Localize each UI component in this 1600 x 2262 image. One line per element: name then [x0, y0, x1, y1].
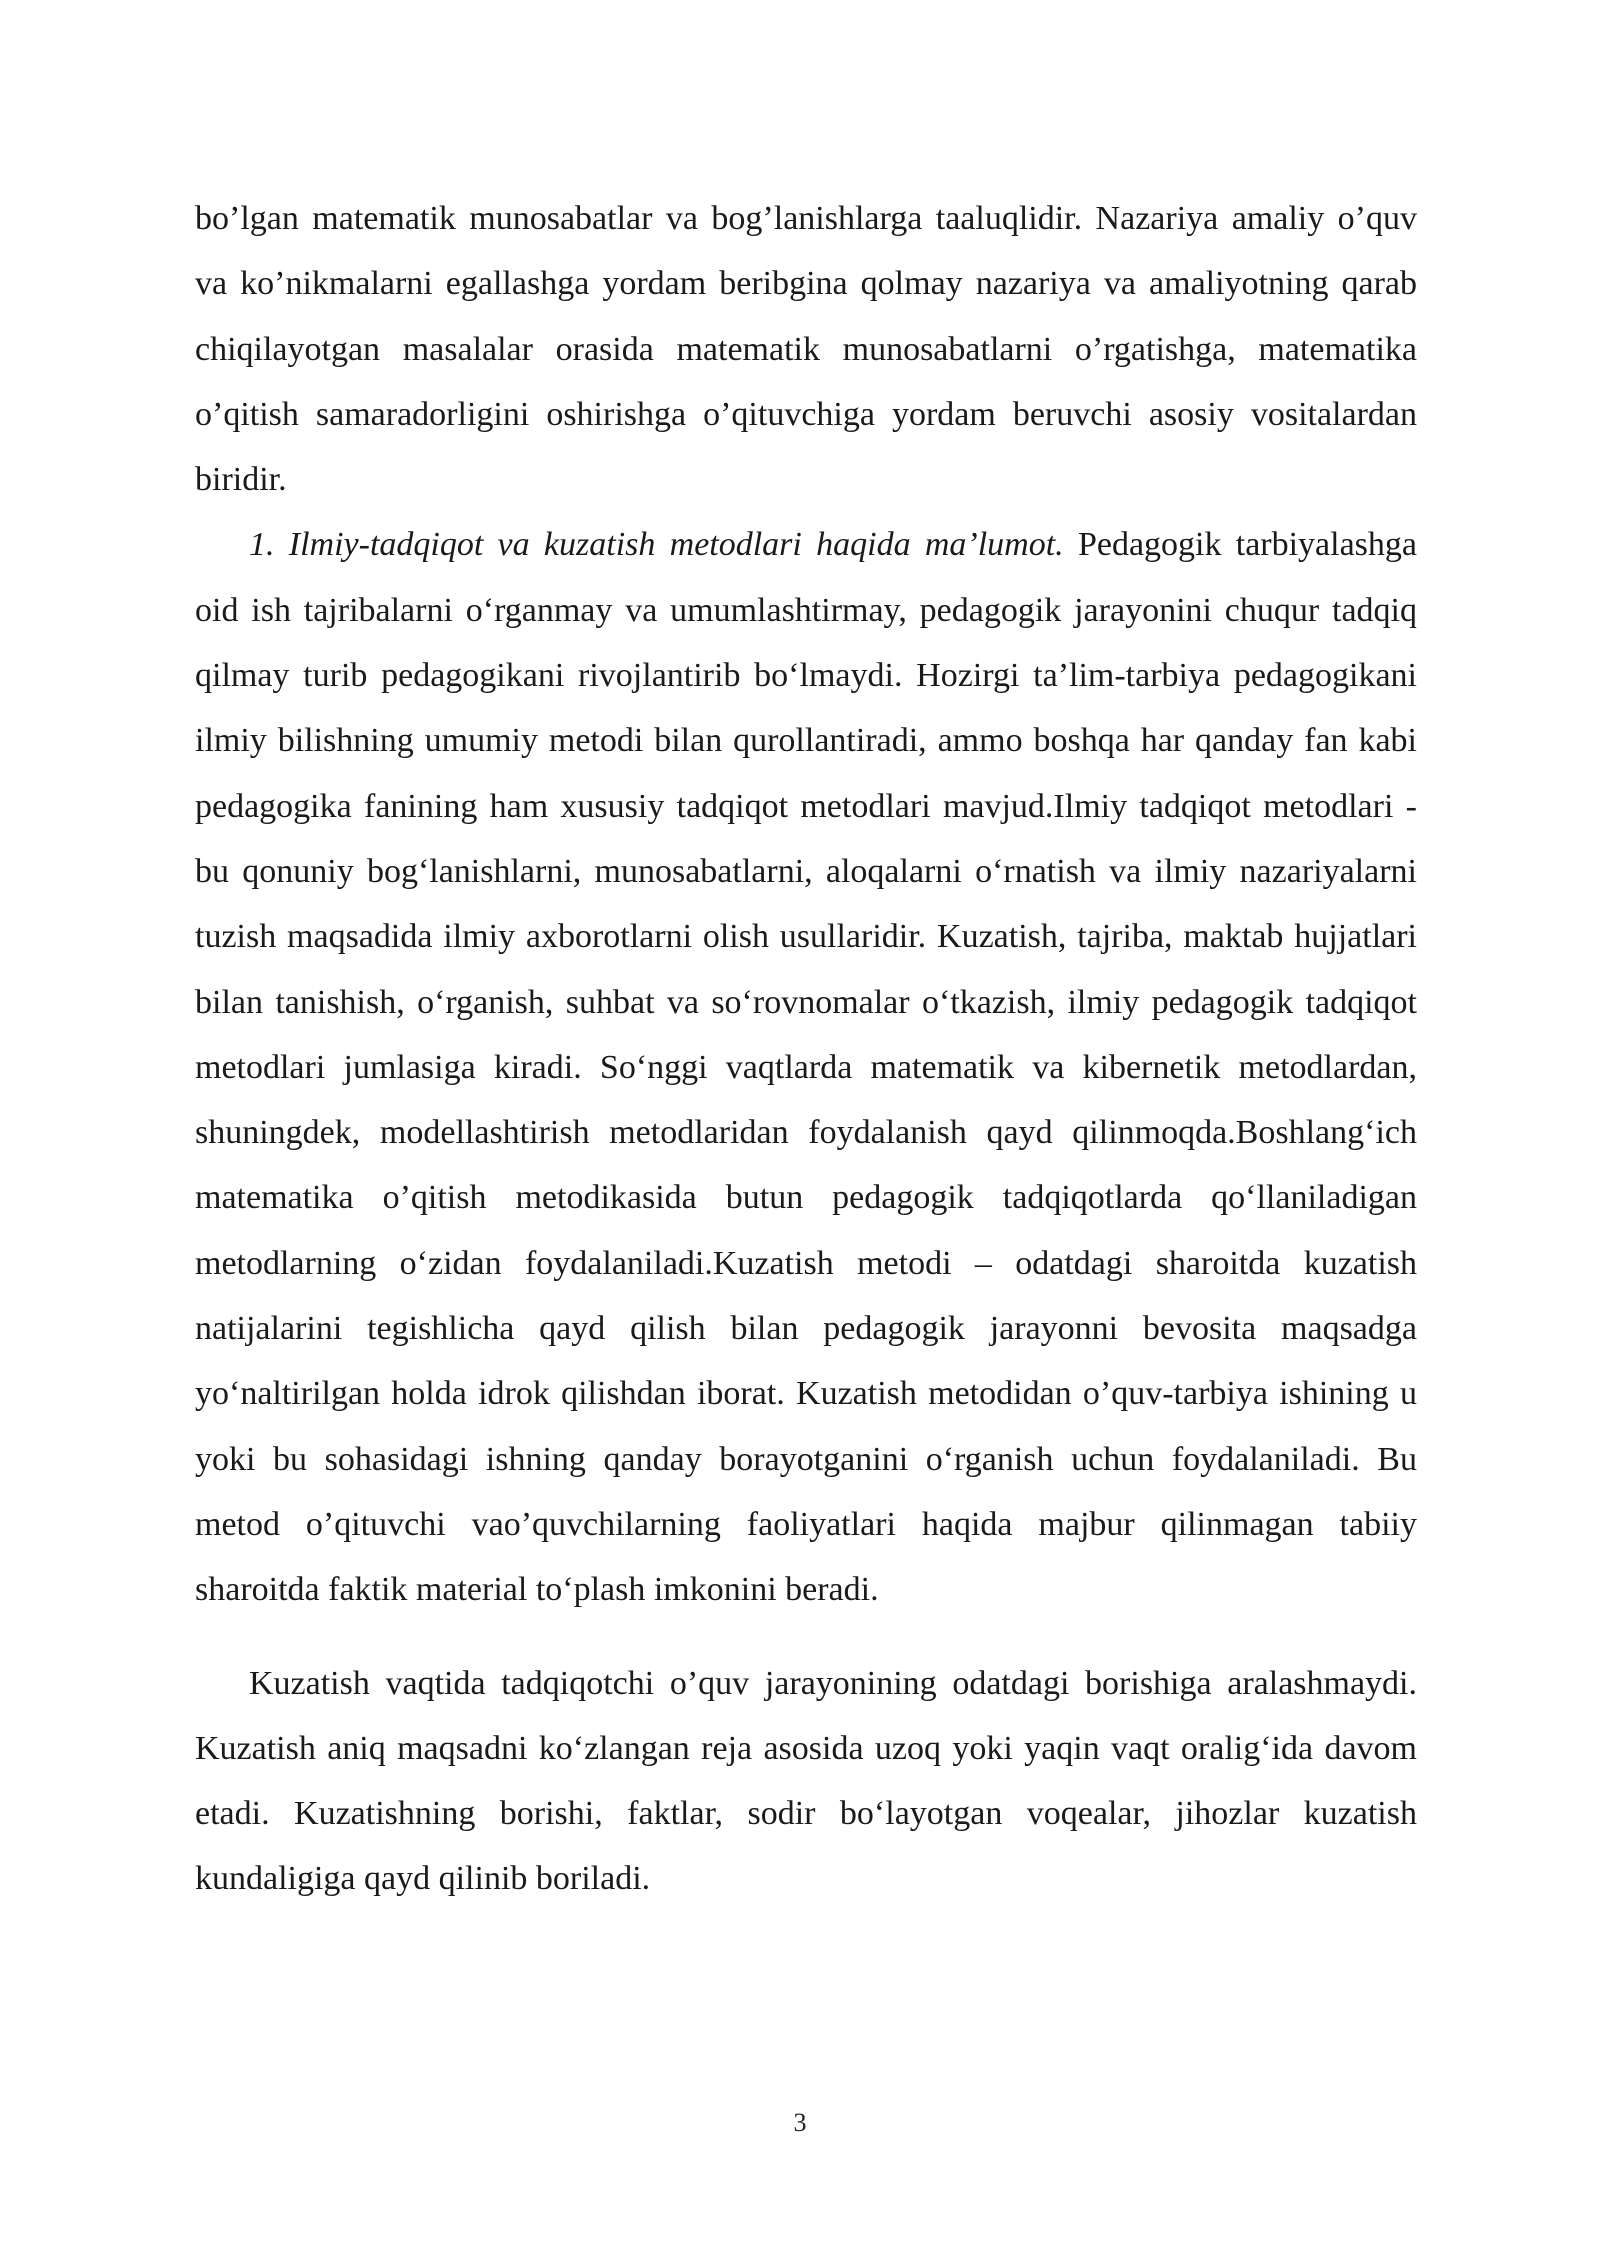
paragraph-research-methods-body: Pedagogik tarbiyalashga oid ish tajribalarni oʻrganmay va umumlashtirmay, pedagogik jarayonini chuqur tadqiq qilmay turib pedagogikani rivojlantirib boʻlmaydi. Hozirgi ta’lim-tarbiya pedagogikani ilmiy bilishning umumiy metodi bilan qurollantiradi, ammo boshqa har qanday fan kabi pedagogika fanining ham xususiy tadqiqot metodlari mavjud.Ilmiy tadqiqot metodlari - bu qonuniy bogʻlanishlarni, munosabatlarni, aloqalarni oʻrnatish va ilmiy nazariyalarni tuzish maqsadida ilmiy axborotlarni olish usullaridir. Kuzatish, tajriba, maktab hujjatlari bilan tanishish, oʻrganish, suhbat va soʻrovnomalar oʻtkazish, ilmiy pedagogik tadqiqot metodlari jumlasiga kiradi. Soʻnggi vaqtlarda matematik va kibernetik metodlardan, shuningdek, modellashtirish metodlaridan foydalanish qayd qilinmoqda.Boshlangʻich matematika o’qitish metodikasida butun pedagogik tadqiqotlarda qoʻllaniladigan metodlarning oʻzidan foydalaniladi.Kuzatish metodi – odatdagi sharoitda kuzatish natijalarini tegishlicha qayd qilish bilan pedagogik jarayonni bevosita maqsadga yoʻnaltirilgan holda idrok qilishdan iborat. Kuzatish metodidan o’quv-tarbiya ishining u yoki bu sohasidagi ishning qanday borayotganini oʻrganish uchun foydalaniladi. Bu metod o’qituvchi vao’quvchilarning faoliyatlari haqida majbur qilinmagan tabiiy sharoitda faktik material toʻplash imkonini beradi. [195, 526, 1418, 1609]
paragraph-intro: bo’lgan matematik munosabatlar va bog’lanishlarga taaluqlidir. Nazariya amaliy o’quv va ko’nikmalarni egallashga yordam beribgina qolmay nazariya va amaliyotning qarab chiqilayotgan masalalar orasida matematik munosabatlarni o’rgatishga, matematika o’qitish samaradorligini oshirishga o’qituvchiga yordam beruvchi asosiy vositalardan biridir. [195, 200, 1417, 499]
page-number: 3 [793, 2108, 807, 2137]
paragraph-research-methods [195, 512, 1417, 1622]
paragraph-observation: Kuzatish vaqtida tadqiqotchi o’quv jarayonining odatdagi borishiga aralashmaydi. Kuzatish aniq maqsadni koʻzlangan reja asosida uzoq yoki yaqin vaqt oraligʻida davom etadi. Kuzatishning borishi, faktlar, sodir boʻlayotgan voqealar, jihozlar kuzatish kundaligiga qayd qilinib boriladi. [195, 1664, 1417, 1898]
section-heading: 1. Ilmiy-tadqiqot va kuzatish metodlari haqida ma’lumot. [249, 526, 1064, 564]
page-content [195, 186, 1417, 1912]
